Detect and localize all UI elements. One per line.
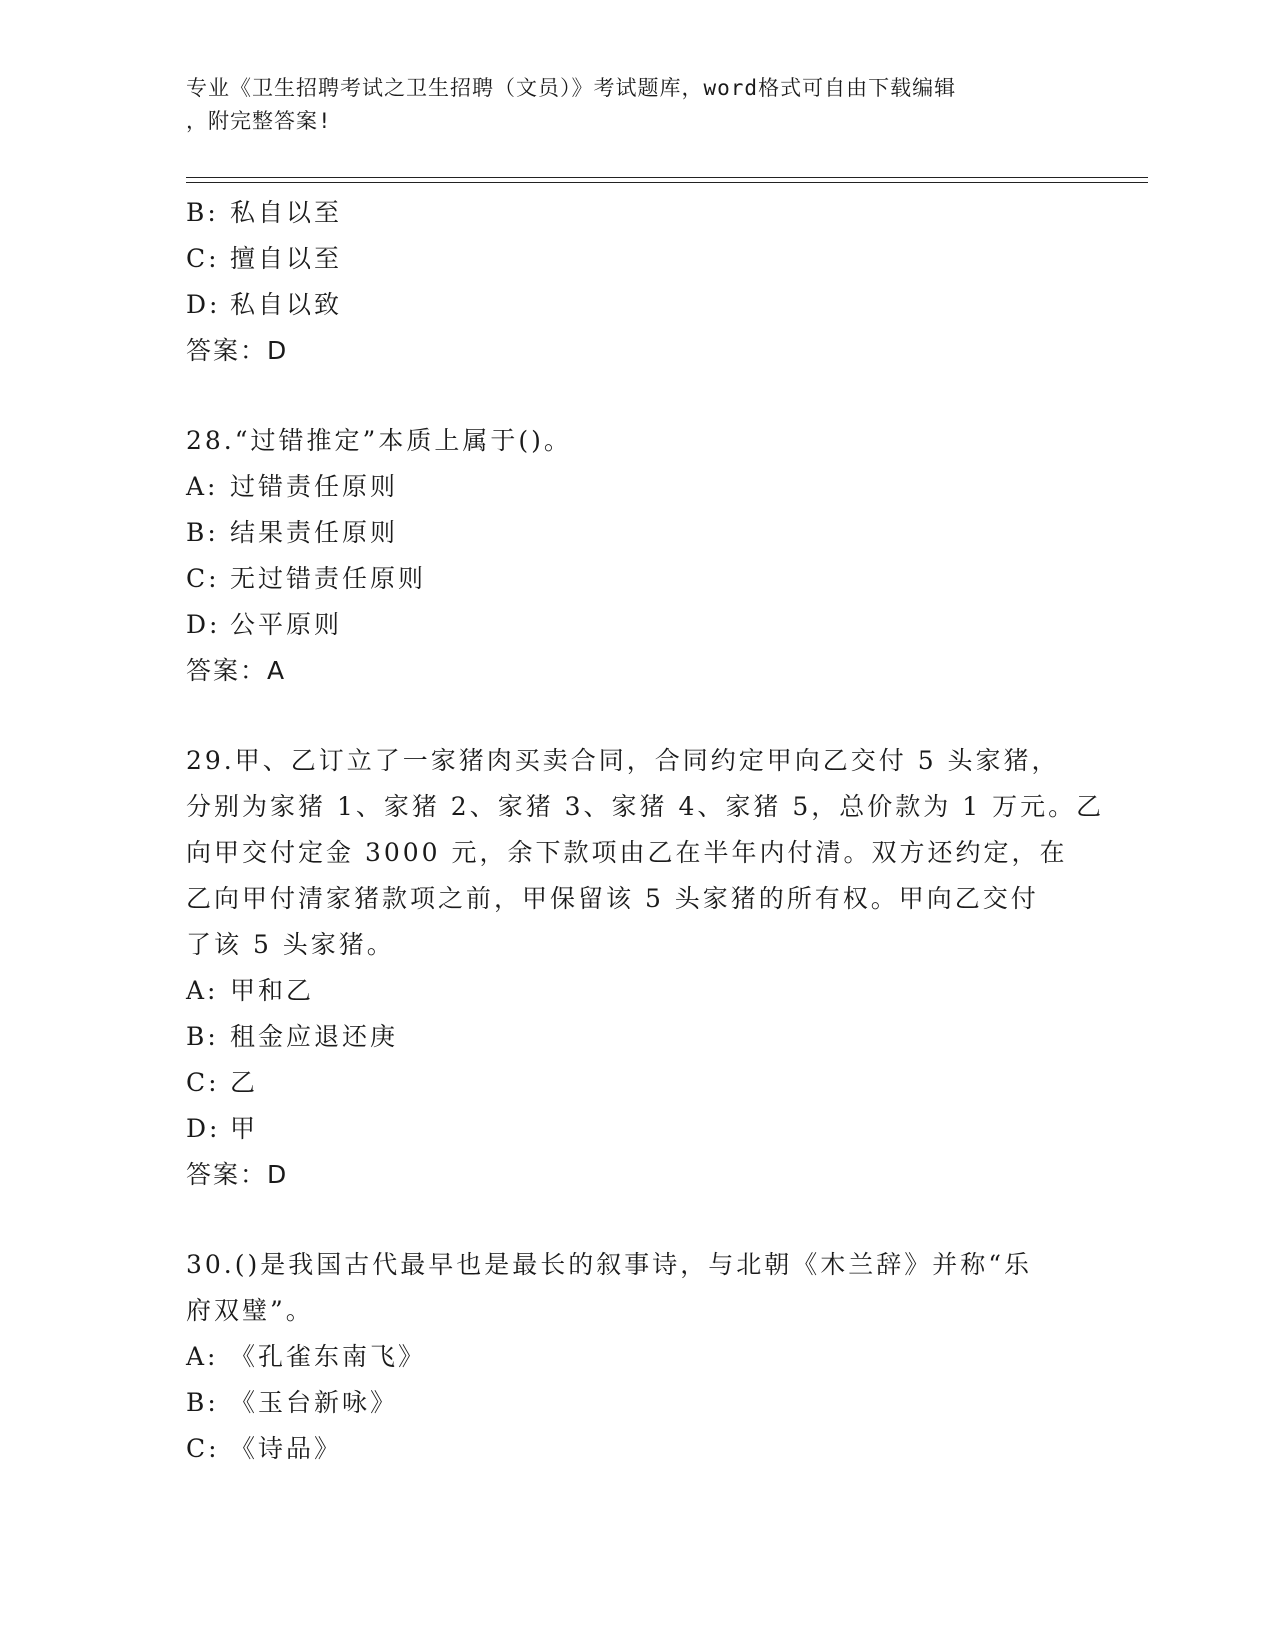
question-30 <box>186 1242 1086 1472</box>
header-title-line-1: 专业《卫生招聘考试之卫生招聘（文员）》考试题库，word格式可自由下载编辑 <box>186 76 957 100</box>
question-list <box>186 190 1105 1472</box>
header-title-line-2: ，附完整答案! <box>186 109 332 133</box>
option-text: 《玉台新咏》 <box>230 1388 399 1417</box>
question-stem-line: 分别为家猪 1、家猪 2、家猪 3、家猪 4、家猪 5，总价款为 1 万元。乙 <box>186 792 1105 821</box>
option-label: A: <box>186 472 219 501</box>
option-text: 过错责任原则 <box>230 472 399 501</box>
question-stem-line: 向甲交付定金 3000 元，余下款项由乙在半年内付清。双方还约定，在 <box>186 838 1068 867</box>
option-text: 私自以至 <box>230 198 343 227</box>
option-text: 甲 <box>230 1114 259 1143</box>
header-divider-bottom <box>186 182 1148 183</box>
option-a <box>186 968 1086 1014</box>
option-text: 《孔雀东南飞》 <box>230 1342 427 1371</box>
option-text: 擅自以至 <box>230 244 343 273</box>
question-29 <box>186 738 1105 1198</box>
option-label: D: <box>186 610 221 639</box>
question-28 <box>186 418 1086 694</box>
option-text: 租金应退还庚 <box>230 1022 399 1051</box>
option-label: A: <box>186 1342 219 1371</box>
option-label: C: <box>186 1068 220 1097</box>
option-label: B: <box>186 518 219 547</box>
option-label: B: <box>186 1388 219 1417</box>
answer-line: 答案：D <box>186 1160 289 1189</box>
option-d <box>186 282 1086 328</box>
option-text: 《诗品》 <box>230 1434 343 1463</box>
option-label: C: <box>186 564 220 593</box>
answer-line: 答案：D <box>186 336 289 365</box>
option-text: 结果责任原则 <box>230 518 399 547</box>
option-b <box>186 1380 1086 1426</box>
option-a <box>186 1334 1086 1380</box>
option-a <box>186 464 1086 510</box>
option-d <box>186 602 1086 648</box>
option-c <box>186 1426 1086 1472</box>
answer-line: 答案：A <box>186 656 287 685</box>
option-text: 公平原则 <box>230 610 343 639</box>
question-stem-line: 30.()是我国古代最早也是最长的叙事诗，与北朝《木兰辞》并称“乐 <box>186 1250 1033 1279</box>
question-stem: 28.“过错推定”本质上属于()。 <box>186 426 572 455</box>
header-divider-top <box>186 177 1148 178</box>
question-27-continuation <box>186 190 1086 374</box>
option-d <box>186 1106 1086 1152</box>
option-label: D: <box>186 1114 221 1143</box>
option-b <box>186 510 1086 556</box>
option-label: B: <box>186 198 219 227</box>
option-c <box>186 556 1086 602</box>
option-label: B: <box>186 1022 219 1051</box>
question-stem-line: 了该 5 头家猪。 <box>186 930 395 959</box>
option-label: C: <box>186 244 220 273</box>
question-stem-line: 府双璧”。 <box>186 1296 314 1325</box>
option-c <box>186 236 1086 282</box>
option-text: 私自以致 <box>230 290 343 319</box>
option-label: C: <box>186 1434 220 1463</box>
option-text: 乙 <box>230 1068 259 1097</box>
option-b <box>186 190 1086 236</box>
question-stem-line: 乙向甲付清家猪款项之前，甲保留该 5 头家猪的所有权。甲向乙交付 <box>186 884 1039 913</box>
question-stem-line: 29.甲、乙订立了一家猪肉买卖合同，合同约定甲向乙交付 5 头家猪， <box>186 746 1060 775</box>
option-b <box>186 1014 1086 1060</box>
option-text: 无过错责任原则 <box>230 564 427 593</box>
option-text: 甲和乙 <box>230 976 315 1005</box>
document-header <box>186 72 1066 138</box>
option-c <box>186 1060 1086 1106</box>
option-label: D: <box>186 290 221 319</box>
option-label: A: <box>186 976 219 1005</box>
